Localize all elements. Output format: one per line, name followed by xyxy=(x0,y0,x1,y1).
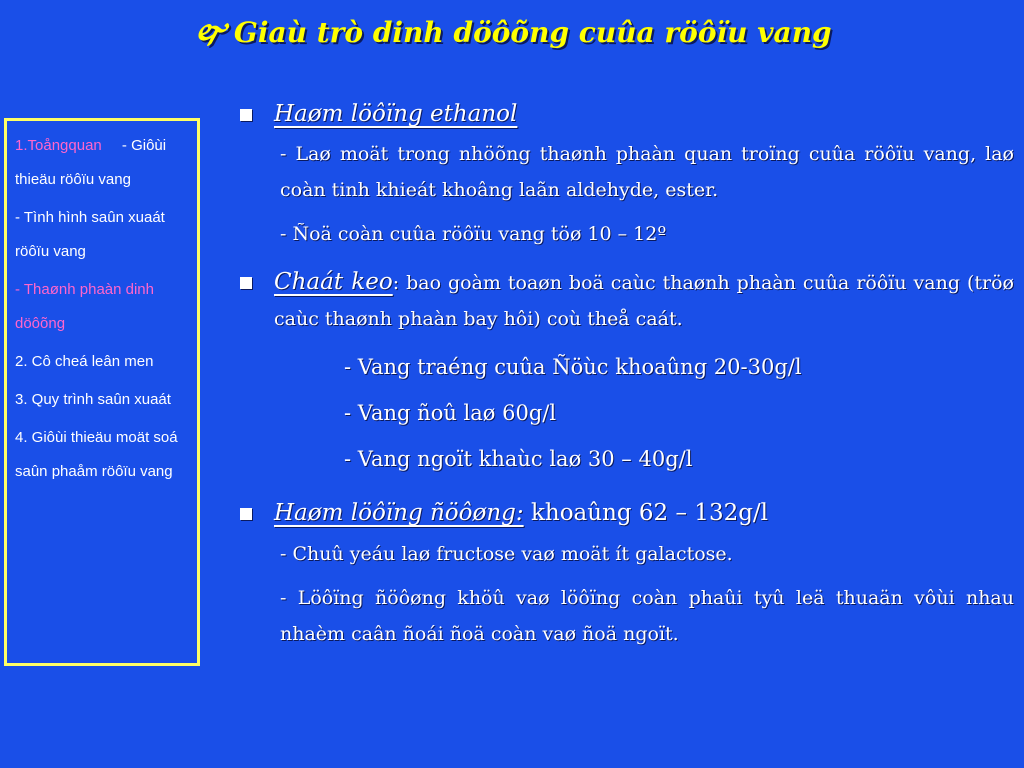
sidebar-item-tong-quan[interactable] xyxy=(15,129,189,197)
list-item: - Vang traéng cuûa Ñöùc khoaûng 20-30g/l xyxy=(344,355,802,379)
section-heading: Chaát keo xyxy=(274,269,393,295)
sidebar-item-tinh-hinh[interactable] xyxy=(15,201,189,269)
paragraph: - Chuû yeáu laø fructose vaø moät ít galactose. xyxy=(280,543,733,565)
sidebar-item-label: - Thaønh phaàn dinh döôõng xyxy=(15,281,154,332)
square-bullet-icon xyxy=(240,508,252,520)
paragraph: bao goàm toaøn boä caùc thaønh phaàn cuûa röôïu vang (tröø caùc thaønh phaàn bay hôi) coù theå caát. xyxy=(274,272,1014,330)
section-ethanol xyxy=(240,96,1014,132)
sidebar-item-label: 4. Giôùi thieäu moät soá saûn phaåm röôïu vang xyxy=(15,429,178,480)
sidebar-item-label: 3. Quy trình saûn xuaát xyxy=(15,391,171,408)
sidebar-item-co-che[interactable] xyxy=(15,345,189,379)
sidebar-item-san-pham[interactable] xyxy=(15,421,189,489)
section-duong xyxy=(240,495,1014,532)
paragraph: - Löôïng ñöôøng khöû vaø löôïng coàn phaûi tyû leä thuaän vôùi nhau nhaèm caân ñoái ñoä coàn vaø ñoä ngoït. xyxy=(280,587,1014,645)
paragraph: - Laø moät trong nhöõng thaønh phaàn quan troïng cuûa röôïu vang, laø coàn tinh khieát khoâng laãn aldehyde, ester. xyxy=(280,143,1014,201)
section-heading: Haøm löôïng ñöôøng: xyxy=(274,500,524,526)
sidebar-item-sub: - Giôùi thieäu röôïu vang xyxy=(15,137,167,188)
paragraph: - Ñoä coàn cuûa röôïu vang töø 10 – 12º xyxy=(280,223,667,245)
sidebar-item-quy-trinh[interactable] xyxy=(15,383,189,417)
square-bullet-icon xyxy=(240,277,252,289)
slide-title xyxy=(0,12,1024,60)
sidebar-nav xyxy=(4,118,200,666)
sidebar-item-label: 2. Cô cheá leân men xyxy=(15,353,154,370)
heading-colon: : xyxy=(392,272,400,294)
square-bullet-icon xyxy=(240,109,252,121)
sidebar-item-label: - Tình hình saûn xuaát röôïu vang xyxy=(15,209,165,260)
list-item: - Vang ñoû laø 60g/l xyxy=(344,401,557,425)
section-chat-keo xyxy=(240,264,1014,337)
section-heading: Haøm löôïng ethanol xyxy=(274,101,518,127)
cross-symbol-icon: 🙰 xyxy=(192,16,228,49)
list-item: - Vang ngoït khaùc laø 30 – 40g/l xyxy=(344,447,693,471)
sidebar-item-thanh-phan[interactable] xyxy=(15,273,189,341)
paragraph: khoaûng 62 – 132g/l xyxy=(523,500,769,526)
sidebar-item-label: 1.Toångquan xyxy=(15,137,102,154)
slide-content xyxy=(240,92,1014,652)
slide-title-text: Giaù trò dinh döôõng cuûa röôïu vang xyxy=(233,16,832,49)
